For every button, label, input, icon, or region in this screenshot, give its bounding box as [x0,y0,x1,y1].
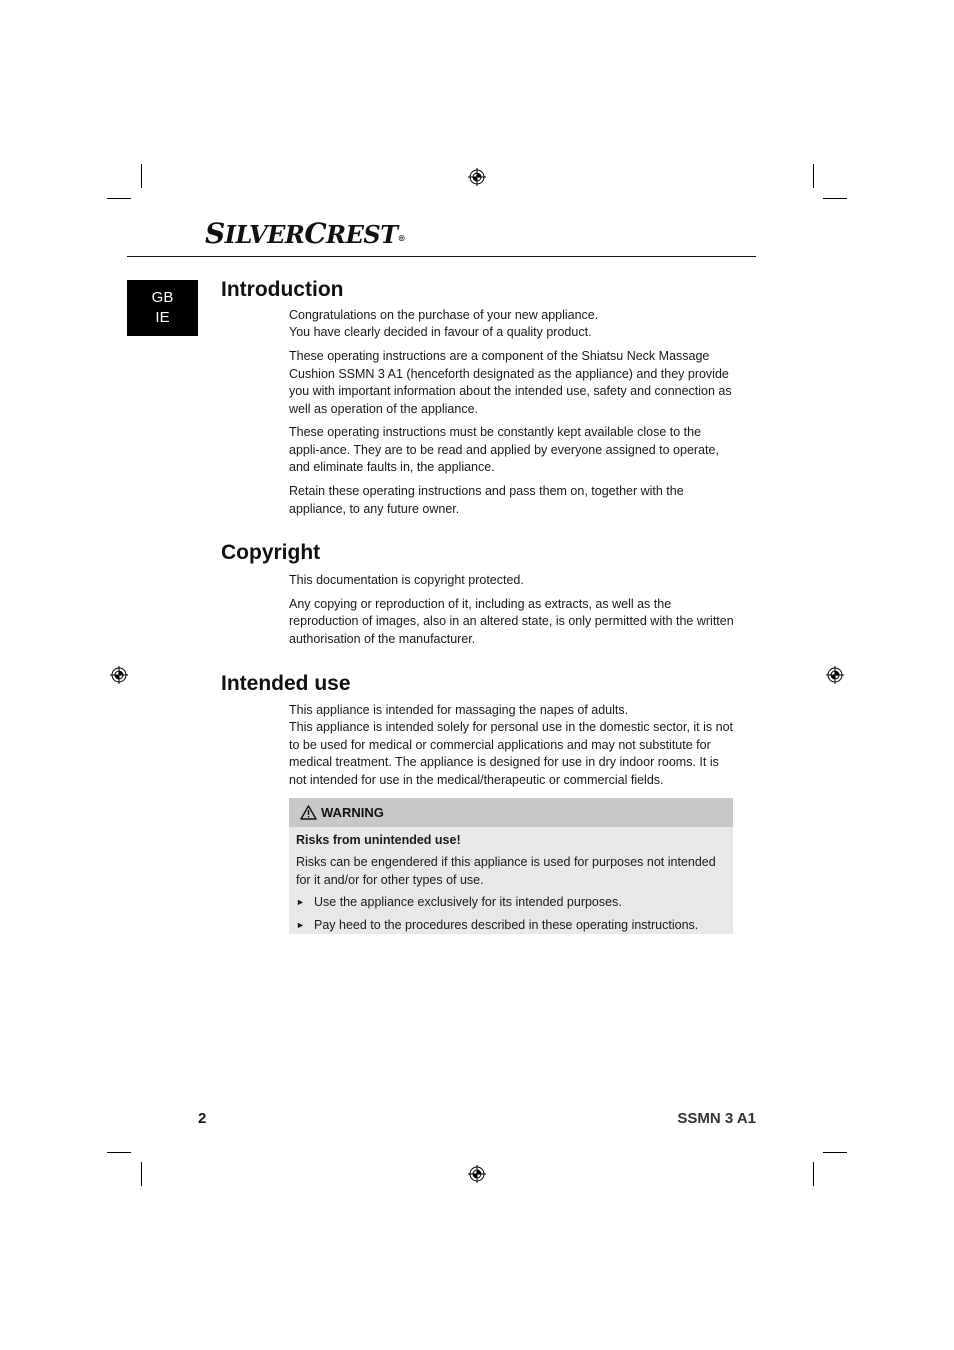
logo-initial: C [304,217,327,250]
paragraph-text: Congratulations on the purchase of your new appliance. [289,308,599,322]
registered-mark: ® [397,233,406,243]
copyright-heading: Copyright [221,541,321,564]
logo-text: REST [326,220,398,249]
crop-mark [823,198,847,199]
list-item-text: Use the appliance exclusively for its intended purposes. [314,895,622,910]
warning-content [289,827,733,934]
arrow-bullet-icon: ► [296,919,305,930]
crop-mark [107,198,131,199]
warning-triangle-icon [300,805,317,820]
intended-use-body [289,702,734,796]
warning-text: Risks can be engendered if this appliance is used for purposes not intended for it and/or for other types of use. [296,855,716,887]
warning-box [289,798,733,934]
paragraph: Any copying or reproduction of it, including as extracts, as well as the reproduction of images, also in an altered state, is only permitted with the written authorisation of the manufacturer. [289,596,734,646]
paragraph: This appliance is intended solely for personal use in the domestic sector, it is not to be used for medical or commercial applications and may not substitute for medical treatment. The appliance is designed for use in dry indoor rooms. It is not intended for use in the medical/therapeutic or commercial fields. [289,720,733,787]
arrow-bullet-icon: ► [296,897,305,908]
crop-mark [141,164,142,188]
paragraph [289,307,734,324]
registration-mark-icon [468,1165,486,1183]
crop-mark [107,1152,131,1153]
list-item-text: Pay heed to the procedures described in these operating instructions. [314,917,699,932]
crop-mark [141,1162,142,1186]
paragraph: This appliance is intended for massaging the napes of adults. [289,703,629,717]
header-divider [127,256,756,257]
paragraph: Retain these operating instructions and pass them on, together with the appliance, to any future owner. [289,484,684,516]
warning-header [289,798,733,827]
language-code: GB [151,289,174,306]
paragraph: These operating instructions are a component of the Shiatsu Neck Massage Cushion SSMN 3 A1 (henceforth designated as the appliance) and they provide you with important information about the intended use, safety and connection as well as operation of the appliance. [289,349,732,416]
list-item [296,917,726,934]
crop-mark [813,1162,814,1186]
paragraph: These operating instructions must be constantly kept available close to the appli-ance. They are to be read and applied by everyone assigned to operate, and eliminate faults in, the appliance. [289,425,719,475]
copyright-body [289,572,734,655]
intended-use-heading: Intended use [221,672,351,695]
paragraph: This documentation is copyright protected. [289,573,524,587]
model-number: SSMN 3 A1 [677,1110,756,1127]
warning-title: Risks from unintended use! [296,833,461,847]
crop-mark [813,164,814,188]
registration-mark-icon [468,168,486,186]
registration-mark-icon [110,666,128,684]
registration-mark-icon [826,666,844,684]
language-code: IE [155,309,170,326]
warning-label: WARNING [321,805,384,820]
paragraph-text: You have clearly decided in favour of a quality product. [289,325,592,340]
language-tab [127,280,198,336]
logo-text: ILVER [224,220,305,249]
brand-logo [205,219,405,250]
crop-mark [823,1152,847,1153]
logo-initial: S [205,217,225,250]
introduction-body [289,307,734,524]
paragraph [289,324,734,341]
introduction-heading: Introduction [221,278,344,301]
list-item [296,894,726,911]
page-number: 2 [198,1110,207,1127]
